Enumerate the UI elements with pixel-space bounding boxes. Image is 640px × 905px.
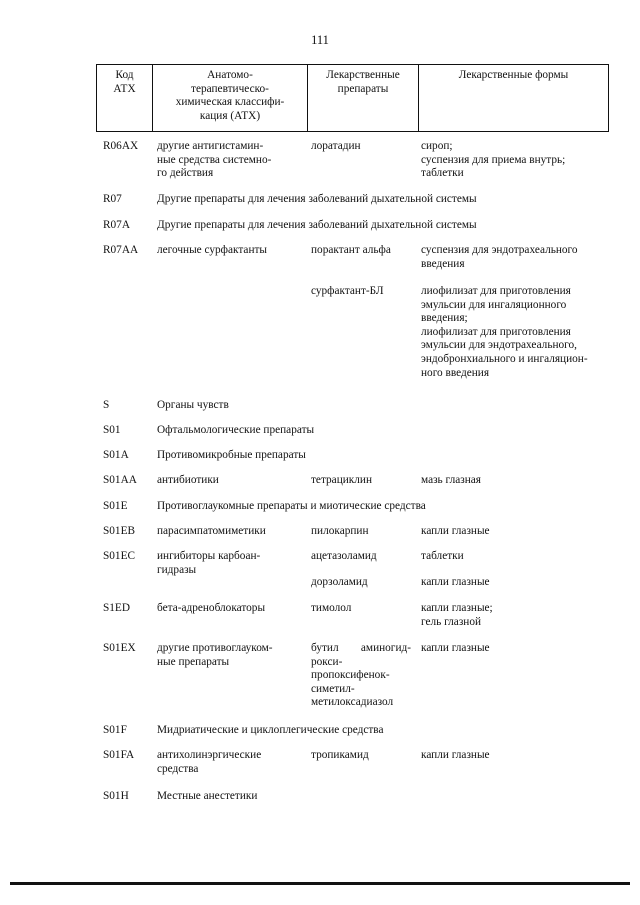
atc-code: S01AA	[103, 474, 137, 486]
atc-classification: парасимпатомиметики	[157, 525, 266, 537]
atc-code: S01EB	[103, 525, 136, 537]
page-number: 111	[311, 33, 329, 47]
dosage-form: капли глазные	[421, 642, 490, 654]
atc-code: S1ED	[103, 602, 130, 614]
atc-code: R07A	[103, 219, 130, 231]
atc-code: R07	[103, 193, 122, 205]
atc-classification: антибиотики	[157, 474, 219, 486]
dosage-form: капли глазные	[421, 749, 490, 761]
atc-code: R06AX	[103, 140, 139, 152]
table-header	[96, 64, 609, 132]
atc-code: S01EX	[103, 642, 136, 654]
drug-name: пилокарпин	[311, 525, 369, 537]
drug-name: лоратадин	[311, 140, 361, 152]
atc-code: R07AA	[103, 244, 139, 256]
group-title: Офтальмологические препараты	[157, 424, 315, 436]
atc-code: S01E	[103, 500, 128, 512]
atc-code: S01FA	[103, 749, 135, 761]
atc-code: S01H	[103, 790, 129, 802]
dosage-form: суспензия для эндотрахеального введения	[421, 244, 578, 270]
dosage-form: сироп; суспензия для приема внутрь; таблетки	[421, 140, 566, 180]
drug-name: порактант альфа	[311, 244, 391, 256]
atc-code: S01A	[103, 449, 129, 461]
drug-name: ацетазоламид	[311, 550, 377, 562]
group-title: Местные анестетики	[157, 790, 258, 802]
drug-name: тимолол	[311, 602, 352, 614]
atc-classification: другие противоглауком- ные препараты	[157, 642, 273, 668]
header-dosage-forms: Лекарственные формы	[419, 65, 609, 132]
atc-classification: ингибиторы карбоан- гидразы	[157, 550, 261, 576]
group-title: Другие препараты для лечения заболеваний дыхательной системы	[157, 193, 477, 205]
drug-name: дорзоламид	[311, 576, 368, 588]
dosage-form: лиофилизат для приготовления эмульсии для ингаляционного введения; лиофилизат для приготовления эмульсии для эндотрахеального, эндобронхиального и ингаляцион- ного введения	[421, 285, 588, 379]
atc-classification: легочные сурфактанты	[157, 244, 268, 256]
dosage-form: капли глазные	[421, 525, 490, 537]
group-title: Органы чувств	[157, 399, 229, 411]
atc-code: S01	[103, 424, 121, 436]
atc-code: S01F	[103, 724, 127, 736]
group-title: Другие препараты для лечения заболеваний дыхательной системы	[157, 219, 477, 231]
group-title: Противомикробные препараты	[157, 449, 306, 461]
drug-name: тетрациклин	[311, 474, 372, 486]
drug-name: тропикамид	[311, 749, 369, 761]
dosage-form: капли глазные; гель глазной	[421, 602, 493, 628]
group-title: Противоглаукомные препараты и миотические средства	[157, 500, 426, 512]
dosage-form: таблетки	[421, 550, 464, 562]
atc-classification: бета-адреноблокаторы	[157, 602, 266, 614]
header-atc-code: Код АТХ	[97, 65, 153, 132]
drug-name: сурфактант-БЛ	[311, 285, 384, 297]
atc-code: S01EC	[103, 550, 136, 562]
header-atc-classification: Анатомо- терапевтическо- химическая классифи- кация (АТХ)	[153, 65, 308, 132]
drug-name: бутил аминогид- рокси- пропоксифенок- симетил- метилоксадиазол	[311, 642, 411, 709]
dosage-form: мазь глазная	[421, 474, 481, 486]
dosage-form: капли глазные	[421, 576, 490, 588]
bottom-rule	[10, 882, 630, 885]
atc-classification: другие антигистамин- ные средства системно- го действия	[157, 140, 272, 180]
group-title: Мидриатические и циклоплегические средства	[157, 724, 384, 736]
atc-classification: антихолинэргические средства	[157, 749, 262, 775]
atc-code: S	[103, 399, 110, 411]
header-drugs: Лекарственные препараты	[308, 65, 419, 132]
